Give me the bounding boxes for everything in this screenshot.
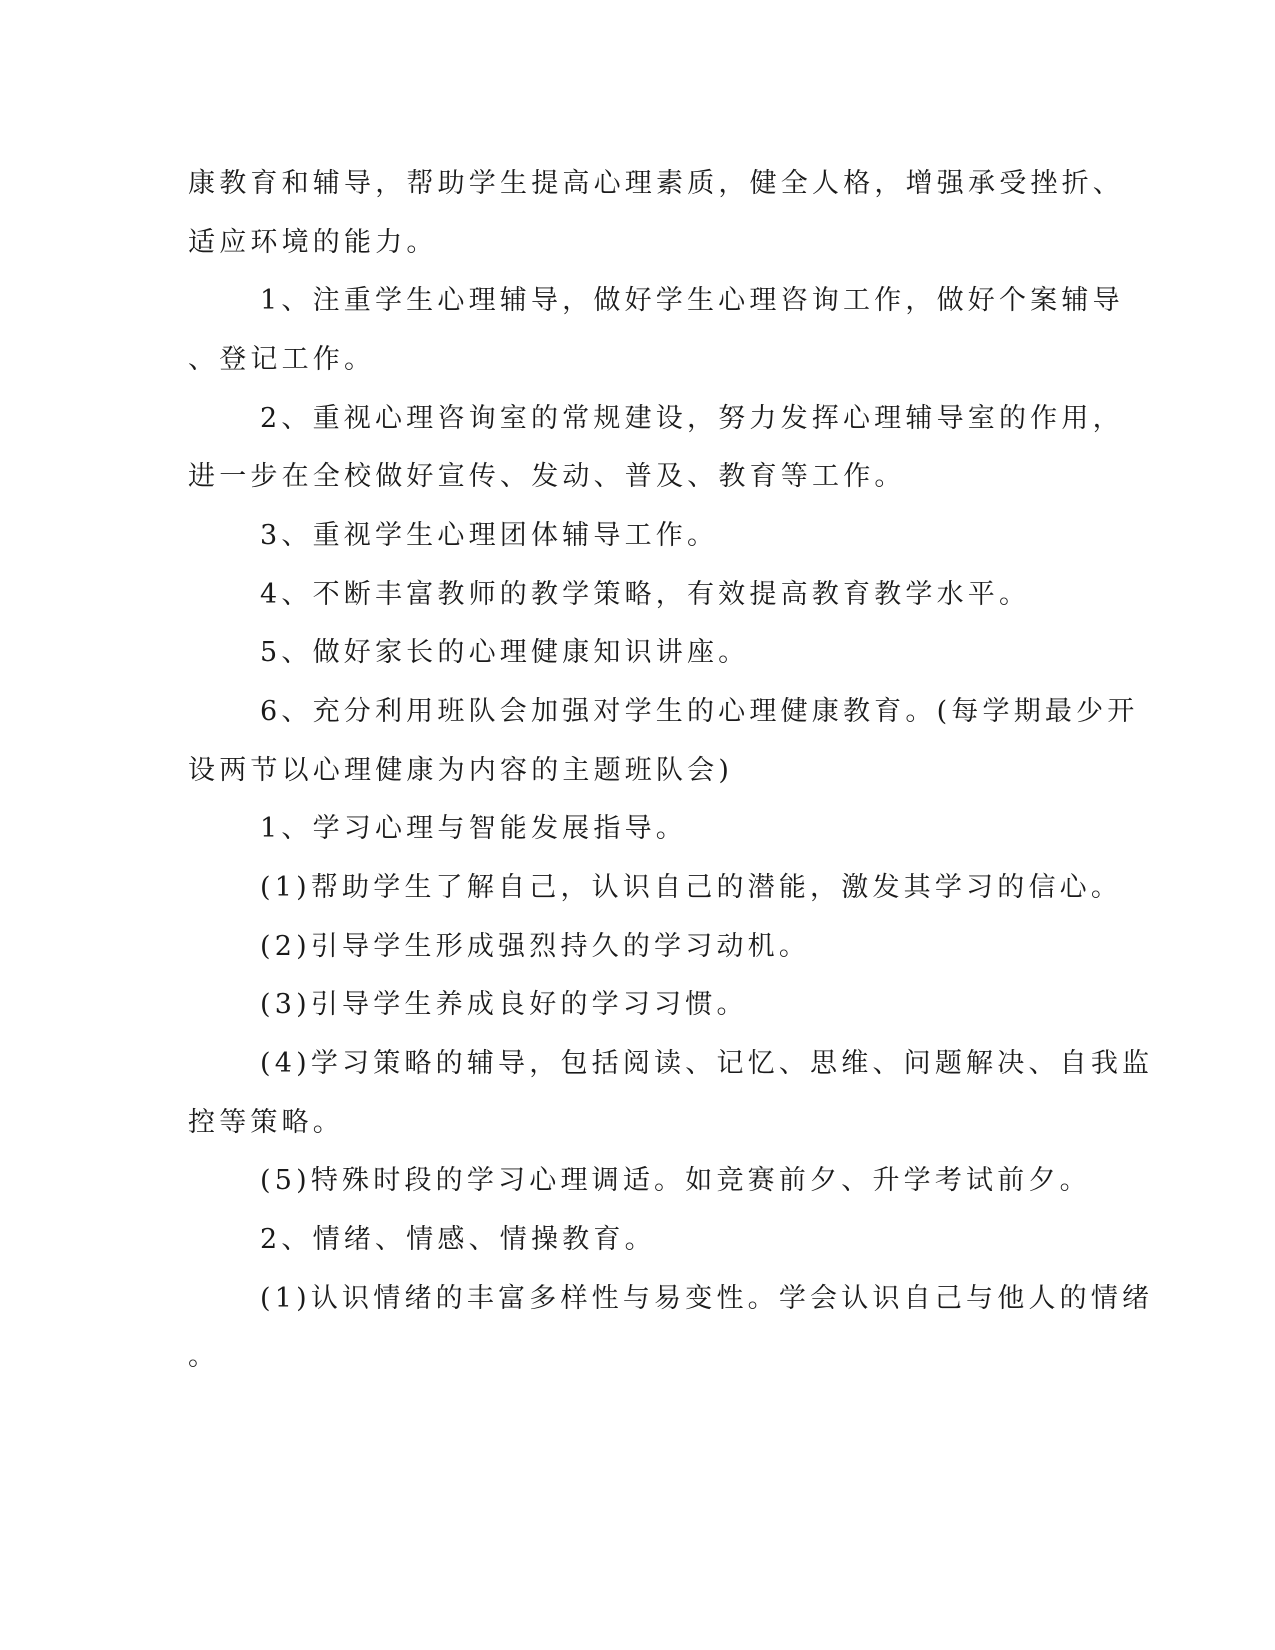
list-item: 5、做好家长的心理健康知识讲座。 (260, 637, 750, 668)
list-item: (1)帮助学生了解自己，认识自己的潜能，激发其学习的信心。 (260, 872, 1123, 903)
list-item: (5)特殊时段的学习心理调适。如竞赛前夕、升学考试前夕。 (260, 1165, 1091, 1196)
list-item: (2)引导学生形成强烈持久的学习动机。 (260, 931, 811, 962)
list-item: 1、注重学生心理辅导，做好学生心理咨询工作，做好个案辅导 (260, 285, 1124, 316)
list-item: 4、不断丰富教师的教学策略，有效提高教育教学水平。 (260, 579, 1031, 610)
text-line: 适应环境的能力。 (188, 227, 438, 258)
text-line: 、登记工作。 (188, 344, 376, 375)
text-line: 控等策略。 (188, 1107, 344, 1138)
text-line: 进一步在全校做好宣传、发动、普及、教育等工作。 (188, 461, 906, 492)
list-item: 2、重视心理咨询室的常规建设，努力发挥心理辅导室的作用， (260, 403, 1124, 434)
text-line: 。 (188, 1341, 220, 1372)
section-heading: 1、学习心理与智能发展指导。 (260, 813, 687, 844)
text-line: 康教育和辅导，帮助学生提高心理素质，健全人格，增强承受挫折、 (188, 168, 1124, 199)
list-item: (4)学习策略的辅导，包括阅读、记忆、思维、问题解决、自我监 (260, 1048, 1154, 1079)
list-item: 3、重视学生心理团体辅导工作。 (260, 520, 719, 551)
list-item: (3)引导学生养成良好的学习习惯。 (260, 989, 748, 1020)
list-item: 6、充分利用班队会加强对学生的心理健康教育。(每学期最少开 (260, 696, 1139, 727)
list-item: (1)认识情绪的丰富多样性与易变性。学会认识自己与他人的情绪 (260, 1283, 1154, 1314)
section-heading: 2、情绪、情感、情操教育。 (260, 1224, 656, 1255)
text-line: 设两节以心理健康为内容的主题班队会) (188, 755, 734, 786)
